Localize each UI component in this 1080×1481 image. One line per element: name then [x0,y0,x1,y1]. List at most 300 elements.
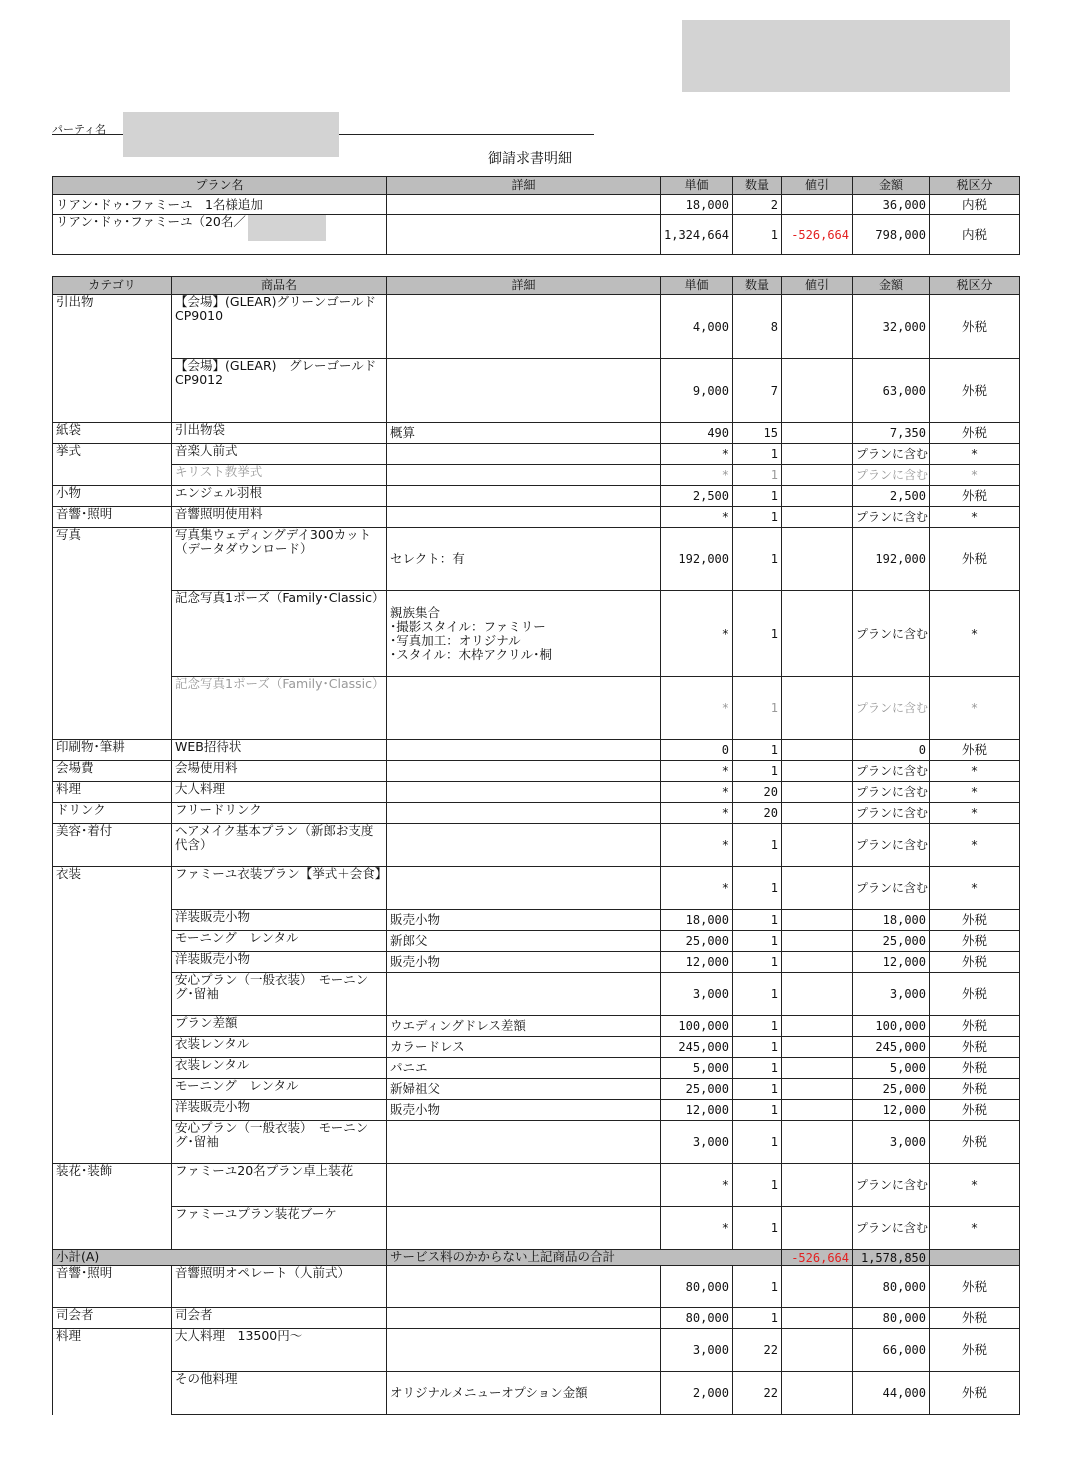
subtotal-detail: サービス料のかからない上記商品の合計 [387,1250,782,1266]
item-detail [387,444,661,465]
discount [782,803,853,824]
product-name: WEB招待状 [172,740,387,761]
quantity: 1 [733,824,782,867]
product-name: モーニング レンタル [172,931,387,952]
tax-type: 外税 [930,1037,1020,1058]
col-amount: 金額 [853,277,930,295]
item-detail [387,824,661,867]
tax-type: * [930,803,1020,824]
discount [782,740,853,761]
table-row [53,803,1020,824]
col-qty: 数量 [733,177,782,195]
item-detail: セレクト：有 [387,528,661,591]
category: 会場費 [53,761,172,782]
tax-type: * [930,867,1020,910]
subtotal-tax [930,1250,1020,1266]
product-name: 大人料理 13500円～ [172,1329,387,1372]
discount [782,486,853,507]
item-detail: 販売小物 [387,1100,661,1121]
category [53,952,172,973]
unit-price: 3,000 [661,1329,733,1372]
table-row [53,952,1020,973]
tax-type: * [930,591,1020,677]
item-detail [387,782,661,803]
unit-price: * [661,1207,733,1250]
plan-table-header [53,177,1020,195]
discount: -526,664 [782,215,853,255]
table-row [53,782,1020,803]
table-row [53,1372,1020,1415]
product-name: 引出物袋 [172,423,387,444]
quantity: 1 [733,1308,782,1329]
unit-price: 5,000 [661,1058,733,1079]
amount: プランに含む [853,761,930,782]
table-row [53,195,1020,215]
table-row [53,423,1020,444]
item-detail: パニエ [387,1058,661,1079]
item-detail: 親族集合 ･撮影スタイル：ファミリー ･写真加工：オリジナル ･スタイル：木枠アクリル･桐 [387,591,661,677]
tax-type: * [930,1207,1020,1250]
amount: 245,000 [853,1037,930,1058]
amount: プランに含む [853,803,930,824]
col-unit-price: 単価 [661,277,733,295]
category [53,1016,172,1037]
quantity: 1 [733,1016,782,1037]
quantity: 1 [733,1079,782,1100]
table-row [53,1329,1020,1372]
quantity: 2 [733,195,782,215]
unit-price: 18,000 [661,195,733,215]
quantity: 1 [733,1164,782,1207]
quantity: 1 [733,910,782,931]
item-detail [387,761,661,782]
amount: 66,000 [853,1329,930,1372]
category: 小物 [53,486,172,507]
quantity: 15 [733,423,782,444]
item-detail: カラードレス [387,1037,661,1058]
discount [782,1266,853,1308]
amount: 80,000 [853,1266,930,1308]
quantity: 1 [733,931,782,952]
amount: プランに含む [853,591,930,677]
table-row [53,1079,1020,1100]
quantity: 1 [733,486,782,507]
tax-type: 外税 [930,973,1020,1016]
col-product-name: 商品名 [172,277,387,295]
unit-price: * [661,444,733,465]
tax-type: * [930,507,1020,528]
table-row [53,931,1020,952]
amount: プランに含む [853,1164,930,1207]
discount [782,761,853,782]
plan-table [52,176,1020,255]
amount: 63,000 [853,359,930,423]
amount: 12,000 [853,952,930,973]
category: 衣装 [53,867,172,910]
amount: 192,000 [853,528,930,591]
discount [782,359,853,423]
item-detail [387,803,661,824]
category [53,677,172,740]
amount: 5,000 [853,1058,930,1079]
discount [782,973,853,1016]
product-name: 音響照明オペレート（人前式） [172,1266,387,1308]
item-detail [387,677,661,740]
unit-price: 25,000 [661,931,733,952]
quantity: 22 [733,1372,782,1415]
unit-price: * [661,591,733,677]
amount: プランに含む [853,677,930,740]
item-detail: 販売小物 [387,910,661,931]
product-name: エンジェル羽根 [172,486,387,507]
product-name: 【会場】(GLEAR) グレーゴールド CP9012 [172,359,387,423]
tax-type: 外税 [930,931,1020,952]
category: 料理 [53,1329,172,1372]
item-detail [387,359,661,423]
col-category: カテゴリ [53,277,172,295]
col-tax: 税区分 [930,277,1020,295]
table-row [53,486,1020,507]
tax-type: 外税 [930,486,1020,507]
discount [782,1308,853,1329]
unit-price: 25,000 [661,1079,733,1100]
subtotal-label: 小計(A) [53,1250,387,1266]
unit-price: 2,000 [661,1372,733,1415]
discount [782,528,853,591]
plan-detail [387,215,661,255]
discount [782,507,853,528]
category: 引出物 [53,295,172,359]
product-name: 会場使用料 [172,761,387,782]
category [53,1100,172,1121]
unit-price: 4,000 [661,295,733,359]
discount [782,1058,853,1079]
product-name: 【会場】(GLEAR)グリーンゴールド CP9010 [172,295,387,359]
amount: 25,000 [853,1079,930,1100]
table-row [53,1207,1020,1250]
amount: 798,000 [853,215,930,255]
col-unit-price: 単価 [661,177,733,195]
category [53,1372,172,1415]
discount [782,931,853,952]
tax-type: 外税 [930,1058,1020,1079]
unit-price: * [661,867,733,910]
product-name: 洋装販売小物 [172,952,387,973]
subtotal-amount: 1,578,850 [853,1250,930,1266]
table-row [53,867,1020,910]
product-name: その他料理 [172,1372,387,1415]
unit-price: * [661,465,733,486]
discount [782,782,853,803]
quantity: 1 [733,444,782,465]
amount: プランに含む [853,444,930,465]
redacted-party-name [123,112,339,157]
plan-name: リアン･ドゥ･ファミーユ（20名／ [56,214,246,229]
col-tax: 税区分 [930,177,1020,195]
category: 料理 [53,782,172,803]
table-row [53,1058,1020,1079]
product-name: 音響照明使用料 [172,507,387,528]
product-name: ファミーユ衣装プラン【挙式＋会食】 [172,867,387,910]
product-name: キリスト教挙式 [172,465,387,486]
tax-type: 内税 [930,215,1020,255]
table-row [53,824,1020,867]
tax-type: 外税 [930,740,1020,761]
tax-type: 外税 [930,1329,1020,1372]
quantity: 22 [733,1329,782,1372]
product-name: 衣装レンタル [172,1037,387,1058]
category [53,910,172,931]
amount: 18,000 [853,910,930,931]
category: 挙式 [53,444,172,465]
quantity: 7 [733,359,782,423]
table-row [53,1121,1020,1164]
item-detail: 販売小物 [387,952,661,973]
tax-type: * [930,824,1020,867]
plan-name: リアン･ドゥ･ファミーユ 1名様追加 [53,195,387,215]
product-name: 洋装販売小物 [172,1100,387,1121]
quantity: 1 [733,677,782,740]
item-detail [387,1329,661,1372]
quantity: 1 [733,1121,782,1164]
tax-type: 外税 [930,1372,1020,1415]
category [53,1058,172,1079]
unit-price: 245,000 [661,1037,733,1058]
item-detail [387,1308,661,1329]
tax-type: * [930,1164,1020,1207]
discount [782,1329,853,1372]
plan-detail [387,195,661,215]
category: ドリンク [53,803,172,824]
quantity: 1 [733,761,782,782]
product-name: 安心プラン（一般衣装） モーニング･留袖 [172,973,387,1016]
col-plan-name: プラン名 [53,177,387,195]
discount [782,1079,853,1100]
category [53,359,172,423]
unit-price: 100,000 [661,1016,733,1037]
party-name-label: パーティ名 [52,123,107,136]
unit-price: 3,000 [661,973,733,1016]
amount: プランに含む [853,507,930,528]
category: 紙袋 [53,423,172,444]
category [53,1121,172,1164]
product-name: モーニング レンタル [172,1079,387,1100]
discount [782,423,853,444]
table-row [53,1164,1020,1207]
amount: 36,000 [853,195,930,215]
product-name: 写真集ウェディングデイ300カット（データダウンロード） [172,528,387,591]
quantity: 1 [733,507,782,528]
item-detail: 新郎父 [387,931,661,952]
amount: 3,000 [853,1121,930,1164]
unit-price: * [661,824,733,867]
tax-type: 外税 [930,910,1020,931]
quantity: 1 [733,973,782,1016]
discount [782,591,853,677]
tax-type: 外税 [930,1016,1020,1037]
tax-type: * [930,677,1020,740]
item-detail [387,867,661,910]
item-detail [387,1266,661,1308]
table-row [53,761,1020,782]
category: 装花･装飾 [53,1164,172,1207]
category [53,973,172,1016]
category: 司会者 [53,1308,172,1329]
quantity: 1 [733,528,782,591]
quantity: 1 [733,1037,782,1058]
quantity: 1 [733,1207,782,1250]
product-name: 衣装レンタル [172,1058,387,1079]
quantity: 1 [733,465,782,486]
tax-type: 外税 [930,295,1020,359]
tax-type: * [930,761,1020,782]
items-table [52,276,1020,1415]
discount [782,1207,853,1250]
table-row [53,1308,1020,1329]
item-detail [387,1121,661,1164]
discount [782,465,853,486]
page-title: 御請求書明細 [488,151,572,167]
amount: 32,000 [853,295,930,359]
discount [782,1121,853,1164]
category: 写真 [53,528,172,591]
product-name: プラン差額 [172,1016,387,1037]
discount [782,867,853,910]
unit-price: 80,000 [661,1266,733,1308]
category [53,1079,172,1100]
product-name: 記念写真1ポーズ（Family･Classic） [172,677,387,740]
discount [782,677,853,740]
product-name: ヘアメイク基本プラン（新郎お支度代含） [172,824,387,867]
quantity: 1 [733,867,782,910]
unit-price: 80,000 [661,1308,733,1329]
quantity: 20 [733,782,782,803]
quantity: 1 [733,952,782,973]
item-detail: 新婦祖父 [387,1079,661,1100]
amount: プランに含む [853,824,930,867]
discount [782,295,853,359]
tax-type: 外税 [930,1100,1020,1121]
amount: 0 [853,740,930,761]
plan-name-cell [53,215,387,255]
item-detail: オリジナルメニューオプション金額 [387,1372,661,1415]
tax-type: 外税 [930,1121,1020,1164]
amount: 7,350 [853,423,930,444]
table-row [53,1100,1020,1121]
discount [782,910,853,931]
quantity: 1 [733,1058,782,1079]
table-row [53,1037,1020,1058]
table-row [53,1266,1020,1308]
item-detail [387,740,661,761]
quantity: 1 [733,1100,782,1121]
table-row [53,215,1020,255]
subtotal-row [53,1250,1020,1266]
col-discount: 値引 [782,277,853,295]
quantity: 1 [733,591,782,677]
table-row [53,677,1020,740]
table-row [53,910,1020,931]
category: 音響･照明 [53,507,172,528]
amount: プランに含む [853,465,930,486]
subtotal-discount: -526,664 [782,1250,853,1266]
item-detail [387,465,661,486]
unit-price: 192,000 [661,528,733,591]
unit-price: 2,500 [661,486,733,507]
discount [782,444,853,465]
unit-price: 490 [661,423,733,444]
unit-price: * [661,677,733,740]
tax-type: 外税 [930,423,1020,444]
unit-price: * [661,507,733,528]
col-detail: 詳細 [387,277,661,295]
unit-price: * [661,1164,733,1207]
discount [782,952,853,973]
product-name: 記念写真1ポーズ（Family･Classic） [172,591,387,677]
item-detail [387,1207,661,1250]
unit-price: * [661,782,733,803]
product-name: ファミーユ20名プラン卓上装花 [172,1164,387,1207]
amount: 12,000 [853,1100,930,1121]
item-detail [387,295,661,359]
item-detail: ウエディングドレス差額 [387,1016,661,1037]
items-table-header [53,277,1020,295]
product-name: フリードリンク [172,803,387,824]
quantity: 1 [733,740,782,761]
amount: 3,000 [853,973,930,1016]
col-discount: 値引 [782,177,853,195]
unit-price: 1,324,664 [661,215,733,255]
unit-price: 0 [661,740,733,761]
table-row [53,528,1020,591]
discount [782,1037,853,1058]
category [53,591,172,677]
table-row [53,465,1020,486]
tax-type: 外税 [930,1079,1020,1100]
tax-type: * [930,465,1020,486]
item-detail [387,486,661,507]
tax-type: 外税 [930,952,1020,973]
unit-price: 12,000 [661,952,733,973]
amount: 25,000 [853,931,930,952]
discount [782,1016,853,1037]
table-row [53,507,1020,528]
unit-price: * [661,761,733,782]
table-row [53,1016,1020,1037]
unit-price: 3,000 [661,1121,733,1164]
discount [782,1100,853,1121]
discount [782,195,853,215]
product-name: 音楽人前式 [172,444,387,465]
item-detail [387,507,661,528]
table-row [53,359,1020,423]
tax-type: 外税 [930,1308,1020,1329]
category [53,931,172,952]
unit-price: 9,000 [661,359,733,423]
redacted-plan-suffix [248,215,326,241]
quantity: 1 [733,215,782,255]
tax-type: 外税 [930,528,1020,591]
category [53,1207,172,1250]
unit-price: * [661,803,733,824]
category: 美容･着付 [53,824,172,867]
product-name: 司会者 [172,1308,387,1329]
discount [782,1164,853,1207]
quantity: 8 [733,295,782,359]
redacted-block [682,20,1010,92]
amount: プランに含む [853,782,930,803]
tax-type: * [930,782,1020,803]
